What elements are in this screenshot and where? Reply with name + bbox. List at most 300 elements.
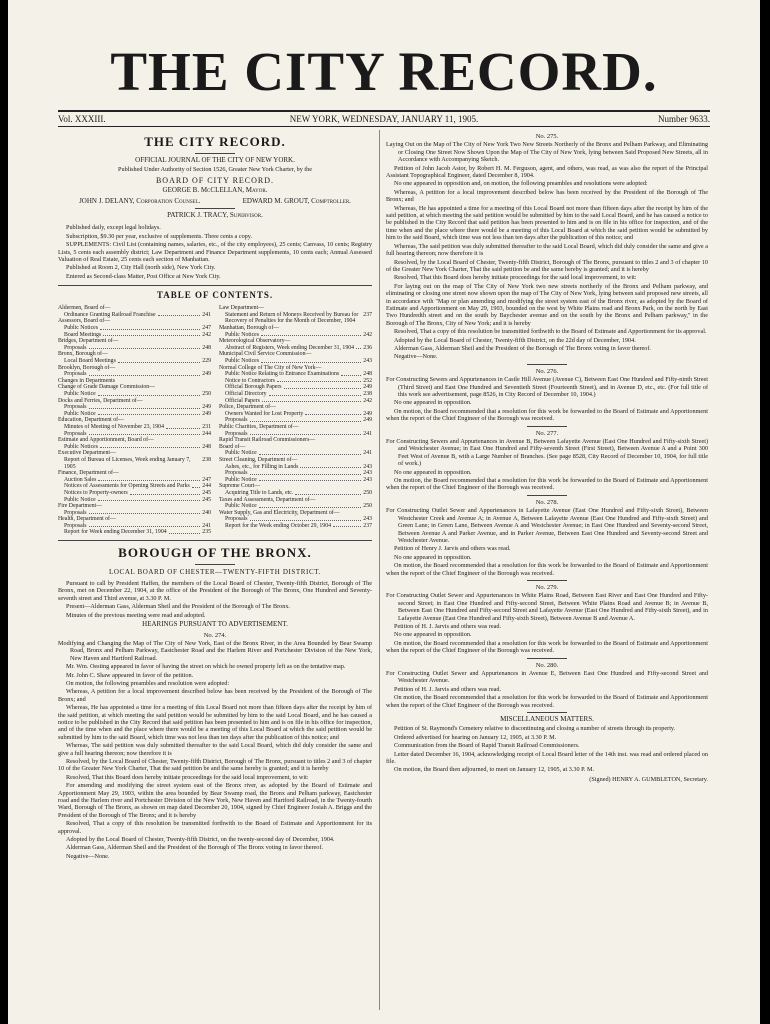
toc-leader bbox=[341, 371, 361, 376]
paragraph: No one appeared in opposition. bbox=[394, 468, 472, 476]
paragraph: For Constructing Outlet Sewer and Appurtenances in White Plains Road, Between East River and East One Hundred and Fifty-second Street; in East One Hundred and Fifty-second Street, Between White Plains Road and Avenue B; in Avenue B, Between East One Hundred and Fifty-second Street and Lafayette Avenue (East One Hundred and Fifty-sixth Street), and in Lafayette Avenue (East One Hundred and Fifty-sixth Street), Between Avenue B and Avenue A. bbox=[386, 592, 708, 622]
toc-entry-title: Proposals bbox=[225, 516, 248, 523]
paragraph: Petition of Henry J. Jarvis and others was read. bbox=[394, 545, 511, 553]
info-line: Published daily, except legal holidays. bbox=[66, 224, 161, 232]
paragraph: Resolved, by the Local Board of Chester, Twenty-fifth District, Borough of The Bronx, pursuant to titles 2 and 3 of chapter 10 of the Greater New York Charter, That the said petition be and the same hereby is granted; and it is hereby bbox=[58, 758, 372, 773]
toc-entry bbox=[219, 391, 372, 398]
toc-leader bbox=[100, 444, 200, 449]
mayor-line: GEORGE B. McCLELLAN, Mayor. bbox=[162, 186, 268, 195]
toc-entry-title: Minutes of Meeting of November 23, 1904 bbox=[64, 423, 164, 430]
toc-page-number: 249 bbox=[363, 384, 372, 391]
paragraph: Resolved, That this Board does hereby initiate proceedings for the said local improvement, to wit: bbox=[394, 274, 637, 282]
toc-page-number: 243 bbox=[363, 358, 372, 365]
toc-entry bbox=[219, 464, 372, 471]
toc-entry-title: Public Notice bbox=[225, 503, 257, 510]
toc-entry-title: Change of Grade Damage Commission— bbox=[58, 384, 155, 391]
toc-entry bbox=[219, 457, 372, 464]
toc-entry-title: Proposals bbox=[64, 371, 87, 378]
toc-leader bbox=[305, 411, 361, 416]
paragraph: Resolved, by the Local Board of Chester, Twenty-fifth District, Borough of The Bronx, pursuant to titles 2 and 3 of chapter 10 of the Greater New York Charter, That the said petition be and the same hereby is granted; and it is hereby bbox=[386, 258, 708, 273]
toc-entry bbox=[219, 332, 372, 339]
toc-entry bbox=[219, 371, 372, 378]
toc-page-number: 242 bbox=[363, 331, 372, 338]
toc-entry-title: Board of— bbox=[219, 443, 246, 450]
misc-heading: MISCELLANEOUS MATTERS. bbox=[500, 715, 594, 724]
toc-entry-title: Public Notice bbox=[64, 391, 96, 397]
rule bbox=[527, 712, 567, 713]
paragraph: For laying out on the map of The City of New York two new streets northerly of the Bronx and Pelham parkway, and eliminating or closing one street now shown upon the map of The City of New York, lying between said proposed new streets, all in accordance with "Map or plan amending and modifying the street system east of the Bronx river, as adopted by the Board of Estimate and Apportionment on May 29, 1903, bounded on the west by White Plains road and Bronx Park, on the north by East Two Hundredth street and on the south by Baychester avenue and on the south by the Bronx and Pelham parkway," in the Borough of The Bronx, City of New York; and it is hereby bbox=[386, 282, 708, 327]
toc-entry bbox=[219, 424, 372, 431]
paragraph: Whereas, The said petition was duly submitted thereafter to the said Local Board, which did duly consider the same and give a full hearing thereon; now therefore it is bbox=[58, 742, 372, 757]
toc-leader bbox=[89, 345, 201, 350]
toc-page-number: 250 bbox=[363, 503, 372, 510]
toc-entry-title: Auction Sales bbox=[64, 476, 97, 483]
toc-entry bbox=[58, 338, 211, 345]
toc-entry bbox=[58, 450, 211, 457]
toc-entry-title: Official Papers bbox=[225, 397, 260, 404]
toc-entry-title: Proposals bbox=[64, 430, 87, 437]
toc-page-number: 231 bbox=[202, 423, 211, 430]
toc-entry bbox=[58, 490, 211, 497]
toc-entry-title: Abstract of Registers, Week ending December 31, 1904 bbox=[225, 344, 355, 351]
toc-entry bbox=[58, 444, 211, 451]
toc-entry-title: Manhattan, Borough of— bbox=[219, 325, 280, 332]
toc-page-number: 242 bbox=[202, 331, 211, 338]
paragraph: Negative—None. bbox=[66, 852, 110, 860]
item-number: No. 279. bbox=[535, 583, 559, 591]
toc-entry bbox=[219, 523, 372, 530]
toc-entry-title: Fire Department— bbox=[58, 503, 102, 510]
toc-leader bbox=[89, 523, 201, 528]
toc-leader bbox=[250, 516, 362, 521]
column-divider bbox=[379, 130, 380, 1010]
rule bbox=[527, 495, 567, 496]
toc-page-number: 241 bbox=[202, 522, 211, 529]
supervisor-line: PATRICK J. TRACY, Supervisor. bbox=[167, 211, 263, 220]
section-heading-city-record: THE CITY RECORD. bbox=[144, 134, 286, 149]
toc-entry bbox=[219, 351, 372, 358]
toc-leader bbox=[261, 358, 361, 363]
toc-entry bbox=[58, 391, 211, 398]
item-number: No. 278. bbox=[535, 498, 559, 506]
toc-page-number: 250 bbox=[202, 391, 211, 397]
toc-entry bbox=[58, 384, 211, 391]
toc-page-number: 247 bbox=[202, 325, 211, 332]
paragraph: Petition of H. J. Jarvis and others was read. bbox=[394, 622, 502, 630]
toc-entry-title: Street Cleaning, Department of— bbox=[219, 456, 298, 463]
borough-heading: BOROUGH OF THE BRONX. bbox=[118, 545, 312, 561]
toc-page-number: 249 bbox=[202, 371, 211, 378]
toc-entry-title: Ashes, etc., for Filling in Lands bbox=[225, 463, 299, 470]
toc-entry bbox=[58, 318, 211, 325]
toc-leader bbox=[130, 490, 201, 495]
toc-entry-title: Proposals bbox=[64, 344, 87, 351]
toc-leader bbox=[356, 345, 361, 350]
toc-entry bbox=[219, 510, 372, 517]
toc-entry-title: Public Notice Relating to Entrance Examinations bbox=[225, 371, 340, 378]
toc-leader bbox=[262, 398, 361, 403]
toc-entry-title: Municipal Civil Service Commission— bbox=[219, 351, 312, 358]
item-number: No. 280. bbox=[535, 661, 559, 669]
toc-leader bbox=[103, 332, 200, 337]
toc-entry-title: Police, Department of— bbox=[219, 404, 276, 411]
paragraph: On motion, the Board recommended that a resolution for this work be forwarded to the Board of Estimate and Apportionment when the report of the Chief Engineer of the Borough was received. bbox=[386, 477, 708, 492]
paragraph: Modifying and Changing the Map of The City of New York, East of the Bronx River, in the Area Bounded by Bear Swamp Road, Bronx and Pelham Parkway, Eastchester Road and the Harlem River and Portchester Division of the New York, New Haven and Hartford Railroad. bbox=[58, 639, 372, 662]
toc-page-number: 237 bbox=[363, 311, 372, 318]
item-279-body bbox=[386, 592, 708, 654]
toc-entry-title: Changes in Departments bbox=[58, 377, 115, 384]
toc-page-number: 249 bbox=[363, 410, 372, 417]
paragraph: Communication from the Board of Rapid Transit Railroad Commissioners. bbox=[394, 742, 580, 750]
paragraph: No one appeared in opposition. bbox=[394, 399, 472, 407]
toc-entry-title: Ordinance Granting Railroad Franchise bbox=[64, 311, 156, 318]
toc-page-number: 243 bbox=[363, 470, 372, 477]
toc-entry-title: Notices of Assessments for Opening Streets and Parks bbox=[64, 483, 190, 490]
toc-entry-title: Acquiring Title to Lands, etc. bbox=[225, 489, 294, 496]
toc-entry-title: Proposals bbox=[64, 509, 87, 516]
toc-entry-title: Board Meetings bbox=[64, 331, 102, 338]
toc-leader bbox=[250, 431, 362, 436]
toc-entry bbox=[58, 529, 211, 536]
toc-leader bbox=[98, 391, 201, 396]
toc-entry-title: Official Directory bbox=[225, 391, 267, 397]
paragraph: On motion, the Board recommended that a resolution for this work be forwarded to the Board of Estimate and Apportionment when the report of the Chief Engineer of the Borough was received. bbox=[386, 562, 708, 577]
toc-leader bbox=[169, 529, 201, 534]
paragraph: For Constructing Sewers and Appurtenances in Castle Hill Avenue (Avenue C), Between East One Hundred and Fifty-ninth Street (Third Street) and East One Hundred and Seventieth Street (Fourteenth Street), and in Avenue D, etc., etc. (For full title of this work see advertisement, page 8526, in City Record of December 10, 1904.) bbox=[386, 376, 708, 398]
toc-entry bbox=[219, 305, 372, 312]
item-278-body bbox=[386, 507, 708, 577]
info-line: Subscription, $9.30 per year, exclusive of supplements. Three cents a copy. bbox=[66, 232, 253, 240]
board-name: BOARD OF CITY RECORD. bbox=[155, 175, 275, 185]
toc-entry bbox=[58, 497, 211, 504]
paragraph: No one appeared in opposition. bbox=[394, 631, 472, 639]
toc-entry bbox=[219, 483, 372, 490]
rule bbox=[195, 564, 235, 565]
paragraph: On motion, the Board recommended that a resolution for this work be forwarded to the Board of Estimate and Apportionment when the report of the Chief Engineer of the Borough was received. bbox=[386, 694, 708, 709]
toc-page-number: 249 bbox=[363, 417, 372, 424]
item-number: No. 276. bbox=[535, 367, 559, 375]
toc-entry-title: Brooklyn, Borough of— bbox=[58, 364, 116, 371]
toc-entry-title: Executive Department— bbox=[58, 450, 116, 457]
toc-leader bbox=[98, 497, 201, 502]
toc-page-number: 244 bbox=[202, 483, 211, 490]
toc-leader bbox=[259, 477, 362, 482]
paragraph: Mr. Wm. Oesting appeared in favor of having the street on which he owned property left as on the tentative map. bbox=[66, 663, 346, 671]
toc-entry-title: Supreme Court— bbox=[219, 483, 261, 490]
toc-entry bbox=[219, 503, 372, 510]
rule bbox=[527, 364, 567, 365]
toc-leader bbox=[259, 450, 362, 455]
toc-entry bbox=[219, 417, 372, 424]
toc-page-number: 249 bbox=[202, 404, 211, 411]
toc-entry bbox=[58, 483, 211, 490]
toc-page-number: 241 bbox=[363, 450, 372, 457]
rule bbox=[527, 658, 567, 659]
toc-page-number: 244 bbox=[202, 430, 211, 437]
paragraph: Ordered advertised for hearing on January 12, 1905, at 3.30 P. M. bbox=[394, 733, 557, 741]
local-board-heading: LOCAL BOARD OF CHESTER—TWENTY-FIFTH DISTRICT. bbox=[109, 568, 321, 577]
toc-page-number: 241 bbox=[363, 430, 372, 437]
toc-leader bbox=[250, 470, 362, 475]
officers-row bbox=[58, 198, 372, 205]
paragraph: Adopted by the Local Board of Chester, Twenty-fifth District, on the twenty-second day of December, 1904. bbox=[66, 836, 335, 844]
toc-entry bbox=[58, 358, 211, 365]
toc-entry-title: Aldermen, Board of— bbox=[58, 305, 111, 312]
toc-entry-title: Bridges, Department of— bbox=[58, 338, 119, 345]
toc-page-number: 248 bbox=[202, 344, 211, 351]
hearings-heading: HEARINGS PURSUANT TO ADVERTISEMENT. bbox=[142, 620, 288, 629]
toc-entry bbox=[58, 516, 211, 523]
rule bbox=[527, 426, 567, 427]
toc-entry-title: Proposals bbox=[225, 470, 248, 477]
toc-entry-title: Finance, Department of— bbox=[58, 470, 119, 477]
paragraph: Minutes of the previous meeting were read and adopted. bbox=[66, 611, 206, 619]
toc-page-number: 238 bbox=[202, 456, 211, 463]
paragraph: For Constructing Outlet Sewer and Appurtenances in Avenue E, Between East One Hundred and Fifty-second Street and Westchester Avenue. bbox=[386, 670, 708, 685]
toc-entry bbox=[58, 424, 211, 431]
paragraph: Alderman Gass, Alderman Sheil and the President of the Borough of The Bronx voting in favor thereof. bbox=[394, 344, 651, 352]
toc-entry bbox=[219, 411, 372, 418]
toc-leader bbox=[300, 464, 361, 469]
toc-leader bbox=[118, 358, 200, 363]
paragraph: Alderman Gass, Alderman Sheil and the President of the Borough of The Bronx voting in favor thereof. bbox=[66, 844, 323, 852]
toc-entry bbox=[58, 351, 211, 358]
toc-entry bbox=[58, 371, 211, 378]
item-number: No. 277. bbox=[535, 429, 559, 437]
toc-leader bbox=[89, 510, 201, 515]
paragraph: On motion, the Board then adjourned, to meet on January 12, 1905, at 3.30 P. M. bbox=[394, 766, 595, 774]
toc-entry-title: Public Notices bbox=[225, 358, 259, 365]
toc-leader bbox=[89, 431, 201, 436]
paragraph: No one appeared in opposition. bbox=[394, 553, 472, 561]
paragraph: Petition of H. J. Jarvis and others was read. bbox=[394, 685, 502, 693]
toc-entry-title: Health, Department of— bbox=[58, 516, 116, 523]
paragraph: Letter dated December 16, 1904, acknowledging receipt of Local Board letter of the 14th inst. was read and ordered placed on file. bbox=[386, 750, 708, 766]
toc-page-number: 243 bbox=[363, 463, 372, 470]
toc-page-number: 229 bbox=[202, 358, 211, 365]
toc-leader bbox=[98, 411, 201, 416]
item-number: No. 274. bbox=[203, 631, 227, 639]
info-line: Published at Room 2, City Hall (north side), New York City. bbox=[66, 264, 216, 272]
toc-entry bbox=[58, 404, 211, 411]
toc-page-number: 236 bbox=[363, 344, 372, 351]
toc-entry-title: Docks and Ferries, Department of— bbox=[58, 397, 143, 404]
toc-leader bbox=[100, 325, 200, 330]
toc-entry bbox=[58, 457, 211, 470]
official-journal-line: OFFICIAL JOURNAL OF THE CITY OF NEW YORK. bbox=[135, 156, 295, 164]
toc-leader bbox=[250, 417, 362, 422]
toc-entry-title: Assessors, Board of— bbox=[58, 318, 111, 325]
toc-entry bbox=[219, 358, 372, 365]
item-274-body bbox=[58, 640, 372, 860]
paragraph: Adopted by the Local Board of Chester, Twenty-fifth District, on the 22d day of December, 1904. bbox=[394, 336, 636, 344]
toc-leader bbox=[98, 477, 200, 482]
table-of-contents bbox=[58, 305, 372, 536]
toc-entry bbox=[219, 477, 372, 484]
paragraph: No one appeared in opposition and, on motion, the following preambles and resolutions were adopted: bbox=[394, 180, 648, 188]
paragraph: Pursuant to call by President Haffen, the members of the Local Board of Chester, Twenty-fifth District, Borough of The Bronx, met on December 22, 1904, at the office of the President of the Borough of The Bronx, One Hundred and Seventy-seventh street and Third avenue, at 3.30 P. M. bbox=[58, 580, 372, 602]
signature-line: (Signed) HENRY A. GUMBLETON, Secretary. bbox=[589, 775, 708, 783]
paragraph: Petition of John Jacob Astor, by Robert H. M. Ferguson, agent, and others, was read, as was also the report of the Principal Assistant Topographical Engineer, dated December 8, 1904. bbox=[386, 164, 708, 180]
toc-leader bbox=[295, 490, 361, 495]
minutes-intro bbox=[58, 580, 372, 619]
toc-entry-title: Notices to Property-owners bbox=[64, 489, 128, 496]
toc-entry bbox=[219, 384, 372, 391]
toc-entry bbox=[58, 437, 211, 444]
toc-entry-title: Meteorological Observatory— bbox=[219, 338, 291, 345]
toc-page-number: 235 bbox=[202, 529, 211, 536]
toc-entry bbox=[219, 365, 372, 372]
toc-entry-title: Law Department— bbox=[219, 305, 264, 312]
rule bbox=[527, 580, 567, 581]
toc-page-number: 249 bbox=[202, 410, 211, 417]
toc-entry bbox=[58, 470, 211, 477]
toc-page-number: 247 bbox=[202, 476, 211, 483]
toc-entry bbox=[219, 516, 372, 523]
paragraph: On motion, the Board recommended that a resolution for this work be forwarded to the Board of Estimate and Apportionment when the report of the Chief Engineer of the Borough was received. bbox=[386, 407, 708, 423]
paragraph: On motion, the Board recommended that a resolution for this work be forwarded to the Board of Estimate and Apportionment when the report of the Chief Engineer of the Borough was received. bbox=[386, 639, 708, 655]
item-277-body bbox=[386, 438, 708, 492]
toc-leader bbox=[158, 312, 201, 317]
toc-leader bbox=[192, 483, 201, 488]
toc-entry-title: Public Notice bbox=[64, 496, 96, 503]
toc-entry bbox=[219, 450, 372, 457]
masthead-title: THE CITY RECORD. bbox=[110, 41, 658, 102]
paragraph: Resolved, That this Board does hereby initiate proceedings for the said local improvement, to wit: bbox=[66, 773, 309, 781]
item-275-body bbox=[386, 141, 708, 360]
toc-title: TABLE OF CONTENTS. bbox=[156, 290, 274, 301]
paragraph: Present—Alderman Gass, Alderman Sheil and the President of the Borough of The Bronx. bbox=[66, 603, 290, 611]
toc-entry-title: Education, Department of— bbox=[58, 417, 124, 424]
toc-leader bbox=[89, 371, 201, 376]
toc-entry-title: Taxes and Assessments, Department of— bbox=[219, 496, 316, 503]
toc-entry bbox=[219, 490, 372, 497]
rule bbox=[58, 285, 372, 286]
toc-entry-title: Normal College of The City of New York— bbox=[219, 364, 322, 371]
toc-page-number: 243 bbox=[363, 516, 372, 523]
paragraph: Whereas, A petition for a local improvement described below has been received by the President of the Borough of The Bronx; and bbox=[58, 688, 372, 703]
toc-page-number: 250 bbox=[363, 489, 372, 496]
toc-leader bbox=[269, 391, 362, 396]
toc-entry bbox=[58, 503, 211, 510]
toc-leader bbox=[284, 384, 362, 389]
dateline-bar bbox=[58, 110, 710, 127]
info-line: SUPPLEMENTS: Civil List (containing names, salaries, etc., of the city employees), 25 cents; Canvass, 10 cents; Registry Lists, 5 cents each assembly district; Law Department and Finance Department supplements, 10 cents each; Annual Assessed Valuation of Real Estate, 25 cents each section of Manhattan. bbox=[58, 241, 372, 264]
toc-entry-title: Public Notice bbox=[225, 476, 257, 483]
toc-entry-title: Bronx, Borough of— bbox=[58, 351, 108, 358]
issue-number: Number 9633. bbox=[658, 114, 710, 124]
counsel-line: JOHN J. DELANY, Corporation Counsel. bbox=[79, 196, 201, 205]
toc-entry-title: Notice to Contractors bbox=[225, 377, 275, 384]
toc-page-number: 240 bbox=[202, 509, 211, 516]
toc-entry-title: Public Notices bbox=[64, 443, 98, 450]
toc-page-number: 248 bbox=[202, 443, 211, 450]
toc-entry-title: Public Notice bbox=[225, 450, 257, 457]
toc-entry-title: Proposals bbox=[64, 404, 87, 411]
toc-leader bbox=[166, 424, 200, 429]
paragraph: Resolved, That a copy of this resolution be transmitted forthwith to the Board of Estimate and Apportionment for its approval. bbox=[394, 328, 707, 336]
rule bbox=[195, 208, 235, 209]
paragraph: Whereas, The said petition was duly submitted thereafter to the said Local Board, which did duly consider the same and give a full hearing thereon; now therefore it is bbox=[386, 242, 708, 258]
volume-number: Vol. XXXIII. bbox=[58, 114, 106, 124]
comptroller-line: EDWARD M. GROUT, Comptroller. bbox=[242, 196, 351, 205]
paragraph: Whereas, A petition for a local improvement described below has been received by the President of the Borough of The Bronx; and bbox=[386, 188, 708, 204]
toc-entry-title: Owners Wanted for Lost Property bbox=[225, 410, 304, 417]
toc-entry bbox=[219, 325, 372, 332]
info-line: Entered as Second-class Matter, Post Office at New York City. bbox=[66, 272, 221, 280]
toc-entry-title: Official Borough Papers bbox=[225, 384, 282, 391]
item-276-body bbox=[386, 376, 708, 422]
paragraph: For Constructing Sewers and Appurtenances in Avenue B, Between Lafayette Avenue (East One Hundred and Fifty-sixth Street) and Westchester Avenue; in East One Hundred and Fifty-seventh Street (First Street), Between Avenue A and a Point 300 Feet West of Avenue B, with a Large Number of Branches. (See page 8528, City Record of December 10, 1904, for full title of work.) bbox=[386, 438, 708, 468]
toc-entry-title: Water Supply, Gas and Electricity, Department of— bbox=[219, 509, 340, 516]
paragraph: On motion, the following preambles and resolution were adopted: bbox=[66, 679, 230, 687]
toc-entry-title: Proposals bbox=[225, 430, 248, 437]
toc-entry bbox=[219, 444, 372, 451]
toc-entry-title: Proposals bbox=[64, 522, 87, 529]
toc-leader bbox=[277, 378, 361, 383]
toc-column-left bbox=[58, 305, 211, 536]
paragraph: Whereas, He has appointed a time for a meeting of this Local Board not more than fifteen days after the receipt by him of the said petition, at which meeting the said petition would be submitted by him to the said Local Board, and he has caused a notice to be published in the City Record that said petition has been presented to him and is on file in his office for inspection, and of the time when and the place where there would be a meeting of this Local Board at which the said petition would be submitted by him to the said Board, which time was not less than ten days after the publication of this notice; and bbox=[386, 204, 708, 242]
item-number: No. 275. bbox=[535, 133, 559, 140]
toc-page-number: 252 bbox=[363, 377, 372, 384]
toc-entry-title: Public Charities, Department of— bbox=[219, 423, 299, 430]
paragraph: For amending and modifying the street system east of the Bronx river, as adopted by the Board of Estimate and Apportionment May 29, 1903, within the area bounded by Bear Swamp road, the Bronx and Pelham parkway, Eastchester road and the Harlem river and Portchester Division of the New York, New Haven and Hartford Railroad, in the Twenty-fourth Ward, Borough of The Bronx, as shown on map dated December 20, 1904, signed by Chief Engineer Josiah A. Briggs and the President of the Borough of The Bronx; and it is hereby bbox=[58, 782, 372, 819]
rule bbox=[58, 540, 372, 541]
paragraph: For Constructing Outlet Sewer and Appurtenances in Lafayette Avenue (East One Hundred and Fifty-sixth Street), Between Westchester Creek and Avenue A; in Avenue A, Between Lafayette Avenue (East One Hundred and Fifty-sixth Street) and Green Lane; in Green Lane, Between Avenue A and Westchester Avenue; in East One Hundred and Seventy-second Street, Between Avenue A and Parker Avenue, and in Parker Avenue, Between East One Hundred and Seventy-second Street and Westchester Avenue. bbox=[386, 507, 708, 544]
newspaper-page bbox=[8, 0, 760, 1024]
toc-entry bbox=[58, 365, 211, 372]
toc-column-right bbox=[219, 305, 372, 536]
published-under-line: Published Under Authority of Section 1526, Greater New York Charter, by the bbox=[118, 166, 312, 174]
toc-page-number: 238 bbox=[363, 391, 372, 397]
toc-entry bbox=[58, 398, 211, 405]
paragraph: Mr. John C. Shaw appeared in favor of the petition. bbox=[66, 671, 194, 679]
toc-entry bbox=[58, 325, 211, 332]
toc-entry bbox=[219, 312, 372, 325]
toc-entry-title: Rapid Transit Railroad Commissioners— bbox=[219, 437, 316, 444]
toc-entry-title: Report for the Week ending October 29, 1904 bbox=[225, 522, 331, 529]
paragraph: Petition of St. Raymond's Cemetery relative to discontinuing and closing a number of streets through its property. bbox=[394, 725, 676, 733]
toc-entry bbox=[219, 404, 372, 411]
toc-entry bbox=[219, 431, 372, 438]
toc-entry bbox=[219, 338, 372, 345]
toc-page-number: 248 bbox=[363, 371, 372, 378]
toc-page-number: 245 bbox=[202, 496, 211, 503]
toc-page-number: 242 bbox=[363, 397, 372, 404]
left-column bbox=[58, 130, 372, 1010]
paragraph: Laying Out on the Map of The City of New York Two New Streets Northerly of the Bronx and Pelham Parkway, and Eliminating or Closing One Street Now Shown Upon the Map of The City of New York, lying between Said Proposed New Streets, all in Accordance with Accompanying Sketch. bbox=[386, 141, 708, 164]
toc-page-number: 243 bbox=[363, 476, 372, 483]
toc-entry-title: Estimate and Apportionment, Board of— bbox=[58, 437, 154, 444]
toc-entry bbox=[219, 437, 372, 444]
toc-entry-title: Statement and Return of Moneys Received by Bureau for Recovery of Penalties for the Month of December, 1904 bbox=[225, 311, 359, 325]
item-280-body bbox=[386, 670, 708, 709]
toc-entry-title: Public Notices bbox=[225, 331, 259, 338]
toc-entry-title: Public Notice bbox=[64, 410, 96, 417]
toc-entry bbox=[58, 305, 211, 312]
issue-date: NEW YORK, WEDNESDAY, JANUARY 11, 1905. bbox=[289, 114, 479, 124]
toc-entry bbox=[219, 470, 372, 477]
toc-page-number: 245 bbox=[202, 489, 211, 496]
rule bbox=[195, 153, 235, 154]
right-column bbox=[386, 130, 708, 1010]
paragraph: Whereas, He has appointed a time for a meeting of this Local Board not more than fifteen days after the receipt by him of the said petition, at which meeting the said petition would be submitted by him to the said Local Board, and he has caused a notice to be published in the City Record that said petition has been presented to him and is on file in his office for inspection, and of the time when and the place where there would be a meeting of this Local Board at which the said petition would be submitted by him to the said Board, which time was not less than ten days after the publication of this notice; and bbox=[58, 704, 372, 741]
toc-leader bbox=[333, 523, 361, 528]
toc-entry-title: Report for Week ending December 31, 1904 bbox=[64, 529, 167, 536]
toc-page-number: 241 bbox=[202, 311, 211, 318]
toc-leader bbox=[89, 404, 201, 409]
toc-entry bbox=[219, 497, 372, 504]
